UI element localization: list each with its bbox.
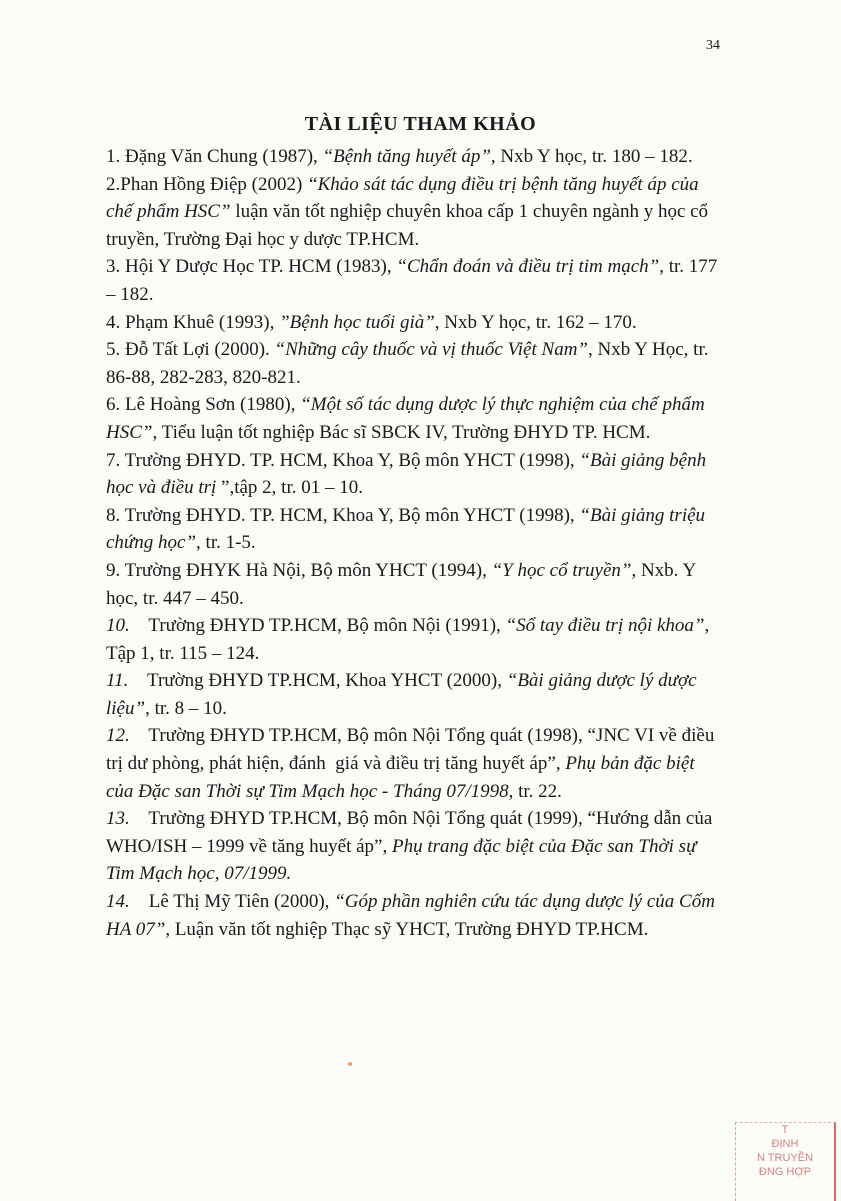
reference-item — [106, 253, 726, 308]
reference-authors: Phan Hồng Điệp (2002) — [120, 173, 308, 195]
reference-authors: Trường ĐHYD. TP. HCM, Khoa Y, Bộ môn YHCT (1998), — [120, 504, 580, 526]
reference-item — [106, 502, 726, 557]
reference-item — [106, 722, 726, 805]
reference-item — [106, 309, 726, 337]
stamp-line: N TRUYỀN — [756, 1152, 814, 1164]
reference-title: “Bài giảng bệnh học và điều trị — [106, 449, 707, 499]
reference-details: , Nxb. Y học, tr. 447 – 450. — [106, 559, 696, 609]
reference-title: “Bài giảng dược lý dược liệu” — [106, 670, 697, 719]
reference-authors: Trường ĐHYK Hà Nội, Bộ môn YHCT (1994), — [120, 559, 492, 581]
reference-authors: Đặng Văn Chung (1987), — [120, 146, 323, 167]
reference-authors: Trường ĐHYD TP.HCM, Bộ môn Nội Tổng quát (1998), “JNC VI về điều trị dư phòng, phát hiện, đánh giá và điều trị tăng huyết áp”, — [106, 725, 720, 775]
reference-title: ”Bệnh học tuổi già” — [279, 311, 435, 333]
reference-title: “Bài giảng triệu chứng học” — [106, 504, 706, 554]
reference-item — [106, 667, 726, 722]
stamp-line: ĐNG HỢP — [758, 1166, 812, 1178]
reference-title: Phụ bản đặc biệt của Đặc san Thời sự Tim Mạch học - Tháng 07/1998 — [106, 753, 695, 802]
reference-item — [106, 447, 726, 502]
stamp-line: T — [781, 1124, 789, 1136]
reference-number: 3. — [106, 256, 121, 278]
reference-title: “Một số tác dụng dược lý thực nghiệm của chế phẩm HSC” — [106, 394, 705, 443]
reference-number: 12. — [106, 725, 130, 747]
reference-number: 13. — [106, 808, 130, 830]
reference-number: 10. — [106, 615, 130, 637]
reference-title: “Sổ tay điều trị nội khoa” — [505, 615, 705, 637]
reference-authors: Phạm Khuê (1993), — [120, 311, 280, 333]
reference-details: luận văn tốt nghiệp chuyên khoa cấp 1 chuyên ngành y học cổ truyền, Trường Đại học y dược TP.HCM. — [106, 201, 709, 250]
page-number: 34 — [706, 38, 720, 53]
reference-details: , Luận văn tốt nghiệp Thạc sỹ YHCT, Trường ĐHYD TP.HCM. — [165, 918, 649, 940]
reference-item — [106, 805, 726, 888]
reference-title: “Chẩn đoán và điều trị tim mạch” — [396, 256, 660, 278]
reference-number: 6. — [106, 394, 121, 416]
reference-details: , Nxb Y học, tr. 162 – 170. — [434, 311, 637, 333]
reference-authors: Trường ĐHYD TP.HCM, Khoa YHCT (2000), — [128, 670, 507, 692]
reference-item — [106, 391, 726, 446]
reference-number: 4. — [106, 311, 121, 333]
reference-authors: Trường ĐHYD TP.HCM, Bộ môn Nội Tổng quát (1999), “Hướng dẫn của WHO/ISH – 1999 về tăng huyết áp”, — [106, 808, 717, 857]
reference-details: , Nxb Y học, tr. 180 – 182. — [490, 146, 693, 167]
reference-title: “Những cây thuốc và vị thuốc Việt Nam” — [274, 339, 588, 361]
reference-details: , tr. 1-5. — [196, 532, 256, 554]
page-title: TÀI LIỆU THAM KHẢO — [304, 113, 537, 135]
reference-details: , Tập 1, tr. 115 – 124. — [106, 615, 710, 664]
reference-item — [106, 557, 726, 612]
reference-number: 8. — [106, 504, 121, 526]
reference-details: , Tiểu luận tốt nghiệp Bác sĩ SBCK IV, Trường ĐHYD TP. HCM. — [152, 421, 651, 443]
reference-item — [106, 171, 726, 254]
reference-title: “Khảo sát tác dụng điều trị bệnh tăng huyết áp của chế phẩm HSC” — [106, 173, 699, 223]
reference-list — [106, 143, 726, 943]
reference-details: , Nxb Y Học, tr. 86-88, 282-283, 820-821. — [106, 339, 709, 388]
reference-title: Phụ trang đặc biệt của Đặc san Thời sự Tim Mạch học, 07/1999. — [106, 835, 697, 885]
reference-title: “Y học cổ truyền” — [491, 559, 632, 581]
reference-authors: Lê Hoàng Sơn (1980), — [120, 394, 301, 416]
reference-authors: Trường ĐHYD TP.HCM, Bộ môn Nội (1991), — [129, 615, 506, 637]
reference-authors: Trường ĐHYD. TP. HCM, Khoa Y, Bộ môn YHCT (1998), — [120, 449, 580, 471]
reference-details: ”,tập 2, tr. 01 – 10. — [221, 477, 363, 499]
reference-number: 1. — [106, 146, 121, 167]
reference-authors: Đỗ Tất Lợi (2000). — [120, 339, 275, 361]
paper-speck — [348, 1062, 352, 1066]
reference-title: “Bệnh tăng huyết áp” — [322, 146, 491, 167]
reference-title: “Góp phần nghiên cứu tác dụng dược lý của Cốm HA 07” — [106, 891, 715, 940]
reference-item — [106, 888, 726, 943]
library-stamp — [735, 1122, 836, 1201]
reference-details: , tr. 177 – 182. — [106, 256, 718, 305]
reference-item — [106, 143, 726, 171]
stamp-line: ĐỊNH — [771, 1138, 799, 1150]
reference-details: , tr. 22. — [508, 780, 562, 802]
reference-number: 2. — [106, 173, 121, 195]
reference-number: 7. — [106, 449, 121, 471]
reference-number: 14. — [106, 891, 130, 913]
reference-authors: Lê Thị Mỹ Tiên (2000), — [129, 891, 335, 913]
reference-authors: Hội Y Dược Học TP. HCM (1983), — [120, 256, 397, 278]
reference-item — [106, 336, 726, 391]
reference-number: 11. — [106, 670, 129, 692]
reference-number: 9. — [106, 559, 121, 581]
reference-number: 5. — [106, 339, 121, 361]
reference-details: , tr. 8 – 10. — [145, 697, 227, 719]
reference-item — [106, 612, 726, 667]
